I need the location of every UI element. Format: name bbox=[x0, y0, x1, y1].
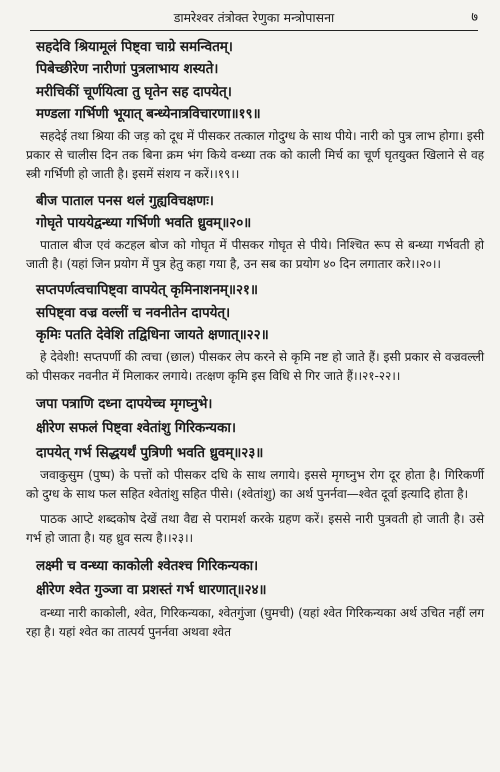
verse-21-22 bbox=[26, 279, 484, 346]
verse-20 bbox=[26, 190, 484, 235]
commentary-24: वन्ध्या नारी काकोली, श्वेत, गिरिकन्यका, श्वेतगुंजा (घुमची) (यहां श्वेत गिरिकन्यका अर्थ उचित नहीं लग रहा है। यहां श्वेत का तात्पर्य पुनर्नवा अथवा श्वेत bbox=[26, 605, 484, 640]
commentary-20: पाताल बीज एवं कटहल बोज को गोघृत में पीसकर गोघृत से पीये। निश्चित रूप से बन्ध्या गर्भवती हो जाती है। (यहां जिन प्रयोग में पुत्र हेतु कहा गया है, उन सब का प्रयोग ४० दिन लगातार करे।।२०।। bbox=[26, 237, 484, 272]
header-title: डामरेश्वर तंत्रोक्त रेणुका मन्त्रोपासना bbox=[173, 10, 335, 25]
verse-line: मण्डला गर्भिणी भूयात् बन्ध्येनात्रविचारणा॥१९॥ bbox=[36, 106, 261, 123]
commentary-23-note: पाठक आप्टे शब्दकोष देखें तथा वैद्य से परामर्श करके ग्रहण करें। इससे नारी पुत्रवती हो जाती है। उसे गर्भ हो जाता है। यह ध्रुव सत्य है।।२३।। bbox=[26, 511, 484, 546]
verse-23 bbox=[26, 392, 484, 466]
verse-line: सप्तपर्णत्वचापिष्ट्वा वापयेत् कृमिनाशनम्॥२१॥ bbox=[36, 282, 258, 299]
verse-line: सपिष्ट्वा वज्र वल्लीं च नवनीतेन दापयेत्। bbox=[36, 304, 231, 321]
running-header bbox=[30, 8, 478, 30]
verse-line: गोघृते पाययेद्वन्ध्या गर्भिणी भवति ध्रुवम्॥२०॥ bbox=[36, 215, 252, 232]
page-content bbox=[26, 36, 484, 647]
verse-line: कृमिः पतति देवेशि तद्विधिना जायते क्षणात्॥२२॥ bbox=[36, 327, 269, 344]
verse-19 bbox=[26, 36, 484, 126]
verse-line: जपा पत्राणि दध्ना दापयेच्च मृगघ्नुभे। bbox=[36, 395, 213, 412]
header-rule bbox=[30, 30, 478, 31]
verse-line: क्षीरेण श्वेत गुञ्जा वा प्रशस्तं गर्भ धारणात्॥२४॥ bbox=[36, 582, 267, 599]
verse-line: सहदेवि श्रियामूलं पिष्ट्वा चाग्रे समन्वितम्। bbox=[36, 39, 233, 55]
commentary-21-22: हे देवेशी! सप्तपर्णी की त्वचा (छाल) पीसकर लेप करने से कृमि नष्ट हो जाते हैं। इसी प्रकार से वज्रवल्ली को पीसकर नवनीत में मिलाकर लगाये। तत्क्षण कृमि इस विधि से गिर जाते हैं।।२१-२२।। bbox=[26, 349, 484, 384]
verse-line: क्षीरेण सफलं पिष्ट्वा श्वेतांशु गिरिकन्यका। bbox=[36, 420, 236, 436]
verse-line: बीज पाताल पनस थलं गुह्यविचक्षणः। bbox=[36, 192, 214, 209]
verse-line: दापयेत् गर्भ सिद्धयर्थं पुत्रिणी भवति ध्रुवम्॥२३॥ bbox=[36, 444, 264, 461]
verse-line: पिबेच्छीरेण नारीणां पुत्रलाभाय शस्यते। bbox=[36, 61, 219, 78]
commentary-19: सहदेई तथा श्रिया की जड़ को दूध में पीसकर तत्काल गोदुग्ध के साथ पीये। नारी को पुत्र लाभ होगा। इसी प्रकार से चालीस दिन तक बिना क्रम भंग किये वन्ध्या तक को काली मिर्च का चूर्ण घृतयुक्त खिलाने से वह स्त्री गर्भिणी हो जाती है। इसमें संशय न करें।।१९।। bbox=[26, 128, 484, 182]
verse-line: लक्ष्मी च वन्ध्या काकोली श्वेतश्च गिरिकन्यका। bbox=[36, 557, 259, 574]
page-number: ७ bbox=[471, 10, 478, 25]
verse-24 bbox=[26, 554, 484, 603]
commentary-23: जवाकुसुम (पुष्प) के पत्तों को पीसकर दधि के साथ लगाये। इससे मृगघ्नुभ रोग दूर होता है। गिरिकर्णी को दुग्ध के साथ फल सहित श्वेतांशु सहित पीसे। (श्वेतांशु) का अर्थ पुनर्नवा—श्वेत दूर्वा इत्यादि होता है। bbox=[26, 468, 484, 502]
verse-line: मरीचिकीं चूर्णयित्वा तु घृतेन सह दापयेत्। bbox=[36, 83, 232, 100]
